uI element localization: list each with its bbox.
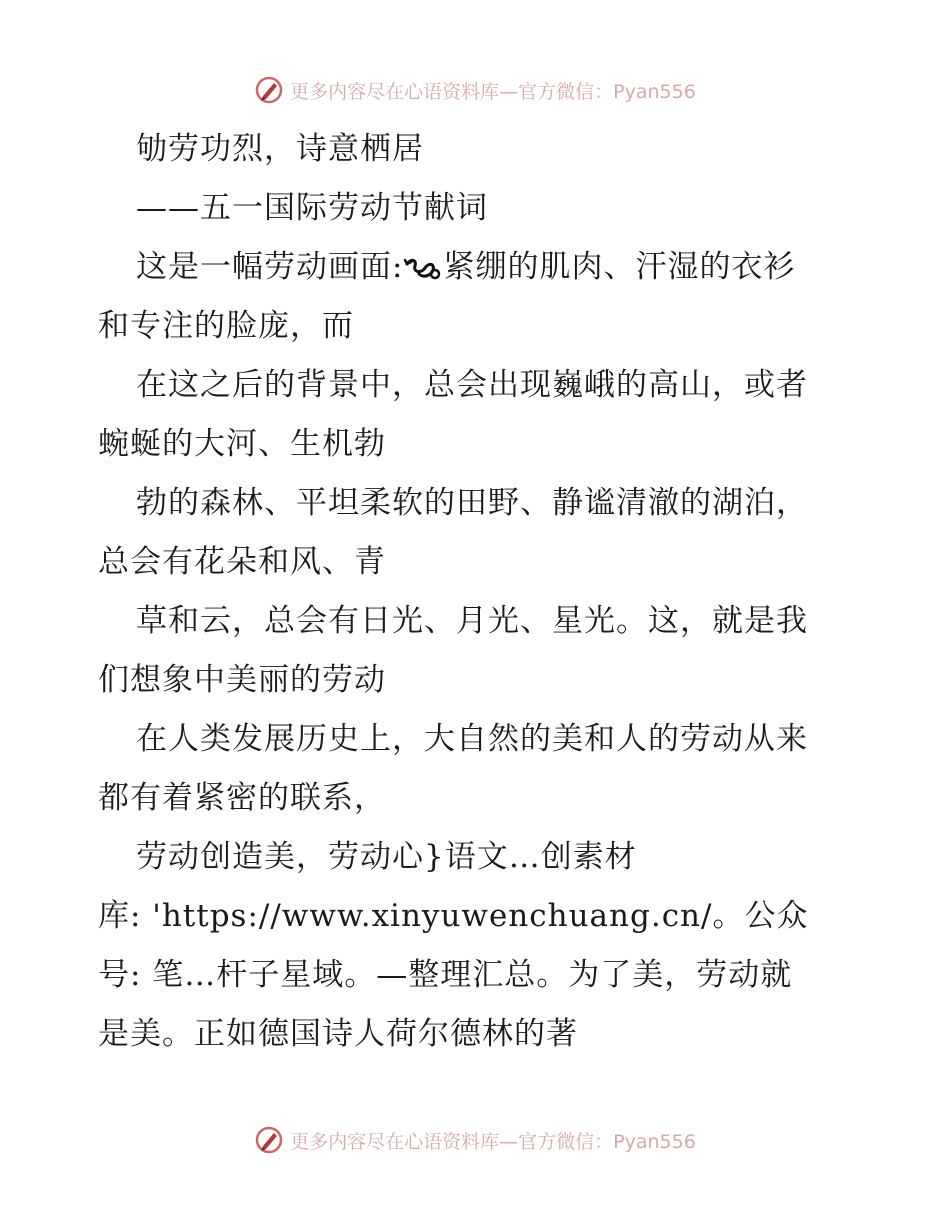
paragraph-line: 蜿蜒的大河、生机勃	[98, 426, 386, 462]
pen-circle-logo-icon	[254, 75, 284, 105]
paragraph-text: 这是一幅劳动画面:	[136, 249, 404, 285]
paragraph-line: 勃的森林、平坦柔软的田野、静谧清澈的湖泊，	[136, 485, 808, 521]
watermark-text: 更多内容尽在心语资料库—官方微信：Pyan556	[290, 80, 696, 103]
header-watermark	[0, 70, 950, 110]
paragraph-line: 号: 笔…杆子星域。—整理汇总。为了美，劳动就	[98, 957, 793, 993]
wingding-ornament-icon	[403, 254, 443, 284]
document-body	[98, 120, 858, 1064]
paragraph-line: 总会有花朵和风、青	[98, 544, 386, 580]
paragraph-line	[98, 238, 858, 297]
paragraph-line: 草和云，总会有日光、月光、星光。这，就是我	[136, 603, 808, 639]
paragraph-text: 紧绷的肌肉、汗湿的衣衫	[443, 249, 796, 285]
document-title: 劬劳功烈，诗意栖居	[136, 131, 424, 167]
document-subtitle: ——五一国际劳动节献词	[136, 190, 488, 226]
paragraph-line: 和专注的脸庞，而	[98, 308, 354, 344]
watermark-text: 更多内容尽在心语资料库—官方微信：Pyan556	[290, 1130, 696, 1153]
footer-watermark	[0, 1120, 950, 1160]
paragraph-line: 们想象中美丽的劳动	[98, 662, 386, 698]
paragraph-line: 是美。正如德国诗人荷尔德林的著	[98, 1016, 578, 1052]
paragraph-line: 都有着紧密的联系，	[98, 780, 386, 816]
paragraph-line: 劳动创造美，劳动心}语文…创素材	[136, 839, 637, 875]
pen-circle-logo-icon	[254, 1125, 284, 1155]
paragraph-line: 库: 'https://www.xinyuwenchuang.cn/。公众	[98, 898, 809, 934]
paragraph-line: 在这之后的背景中，总会出现巍峨的高山，或者	[136, 367, 808, 403]
paragraph-line: 在人类发展历史上，大自然的美和人的劳动从来	[136, 721, 808, 757]
